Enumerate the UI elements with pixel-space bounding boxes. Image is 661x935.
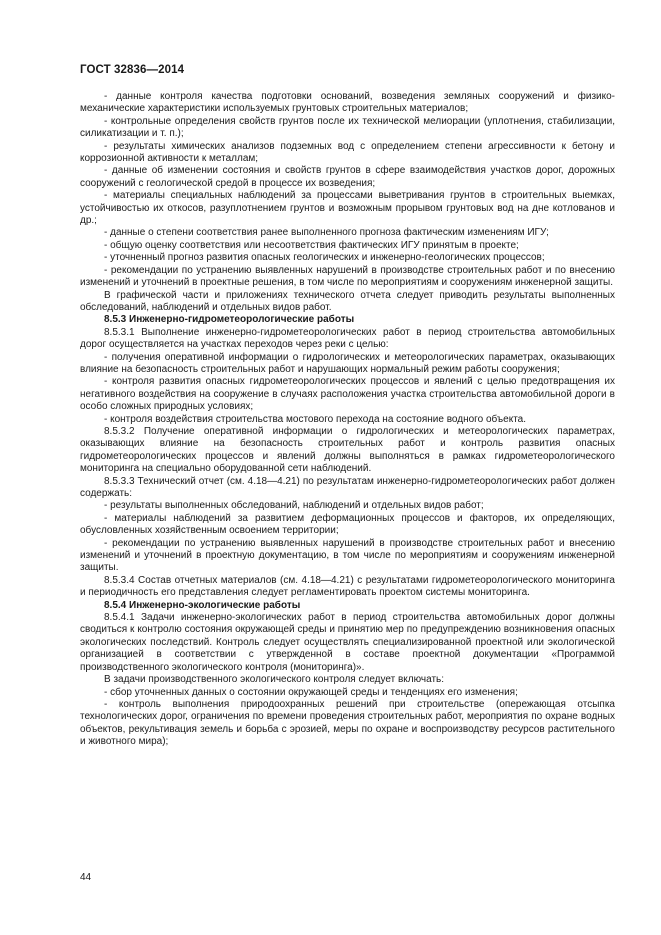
paragraph: - результаты выполненных обследований, наблюдений и отдельных видов работ; [104,500,484,512]
paragraph: - данные об изменении состояния и свойств грунтов в сфере взаимодействия участков дорог, дорожных сооружений с геологической средой в процессе их возведения; [80,165,615,189]
paragraph: 8.5.3.1 Выполнение инженерно-гидрометеорологических работ в период строительства автомобильных дорог осуществляется на участках переходов через реки с целью: [80,326,615,351]
paragraph: - рекомендации по устранению выявленных нарушений в производстве строительных работ и внесению изменений и уточнений в проектную документацию, в том числе по мероприятиям и сооружениям инженерной защиты. [80,537,615,574]
paragraph: 8.5.3.3 Технический отчет (см. 4.18—4.21) по результатам инженерно-гидрометеорологических работ должен содержать: [80,475,615,499]
paragraph: - уточненный прогноз развития опасных геологических и инженерно-геологических процессов; [104,252,545,264]
paragraph: - общую оценку соответствия или несоответствия фактических ИГУ принятым в проекте; [104,239,519,251]
paragraph: 8.5.3.2 Получение оперативной информации о гидрологических и метеорологических параметрах, оказывающих влияние на безопасность строительных работ и контроль развития опасных гидрометеорологических процессов и явлений должны выполняться в рамках гидрометеорологического мониторинга на специально оборудованной сети наблюдений. [80,425,615,475]
paragraph: 8.5.4.1 Задачи инженерно-экологических работ в период строительства автомобильных дорог должны сводиться к контролю состояния окружающей среды и принятию мер по предупреждению возникновения опасных экологических последствий. Контроль следует осуществлять специализированной проектной или экологической организацией в соответствии с утвержденной в составе проектной документации «Программой производственного экологического контроля (мониторинга)». [80,612,615,673]
page-number: 44 [80,872,92,883]
paragraph: - сбор уточненных данных о состоянии окружающей среды и тенденциях его изменения; [104,686,518,698]
paragraph: 8.5.3.4 Состав отчетных материалов (см. 4.18—4.21) с результатами гидрометеорологического мониторинга и периодичность его представления следует регламентировать проектом системы мониторинга. [80,574,615,599]
paragraph: - материалы наблюдений за развитием деформационных процессов и факторов, их определяющих, обусловленных хозяйственным освоением территории; [80,512,615,537]
paragraph: - получения оперативной информации о гидрологических и метеорологических параметрах, оказывающих влияние на безопасность строительных работ и нарушающих нормальный режим работы сооружения; [80,351,615,375]
paragraph: - контроля развития опасных гидрометеорологических процессов и явлений с целью предотвращения их негативного воздействия на сооружение в случаях расположения участка строительства автомобильной дороги в особо сложных природных условиях; [80,376,615,413]
section-heading: 8.5.3 Инженерно-гидрометеорологические работы [104,314,355,326]
paragraph: - материалы специальных наблюдений за процессами выветривания грунтов в строительных выемках, устойчивостью их откосов, разуплотнением грунтов и возможным прорывом грунтовых вод на дне котлованов и др.; [80,190,615,227]
paragraph: - данные контроля качества подготовки оснований, возведения земляных сооружений и физико-механические характеристики используемых грунтовых строительных материалов; [80,91,615,115]
paragraph: В графической части и приложениях технического отчета следует приводить результаты выполненных обследований, наблюдений и отдельных видов работ. [80,289,615,313]
paragraph: - результаты химических анализов подземных вод с определением степени агрессивности к бетону и коррозионной активности к металлам; [80,140,615,165]
paragraph: - контроля воздействия строительства мостового перехода на состояние водного объекта. [104,413,527,425]
paragraph: - контрольные определения свойств грунтов после их технической мелиорации (уплотнения, стабилизации, силикатизации и т. п.); [80,115,615,140]
paragraph: - данные о степени соответствия ранее выполненного прогноза фактическим изменениям ИГУ; [104,227,549,239]
document-body [80,91,615,749]
paragraph: - контроль выполнения природоохранных решений при строительстве (опережающая отсыпка технологических дорог, ограничения по времени проведения строительных работ, мероприятия по охране водных объектов, рекультивация земель и борьба с эрозией, меры по охране и воспроизводству ресурсов растительного и животного мира); [80,698,615,748]
document-header: ГОСТ 32836—2014 [80,64,185,76]
paragraph: В задачи производственного экологического контроля следует включать: [104,674,445,686]
paragraph: - рекомендации по устранению выявленных нарушений в производстве строительных работ и по внесению изменений и уточнений в проектные решения, в том числе по мероприятиям и сооружениям инженерной защиты. [80,264,615,289]
section-heading: 8.5.4 Инженерно-экологические работы [104,599,301,611]
